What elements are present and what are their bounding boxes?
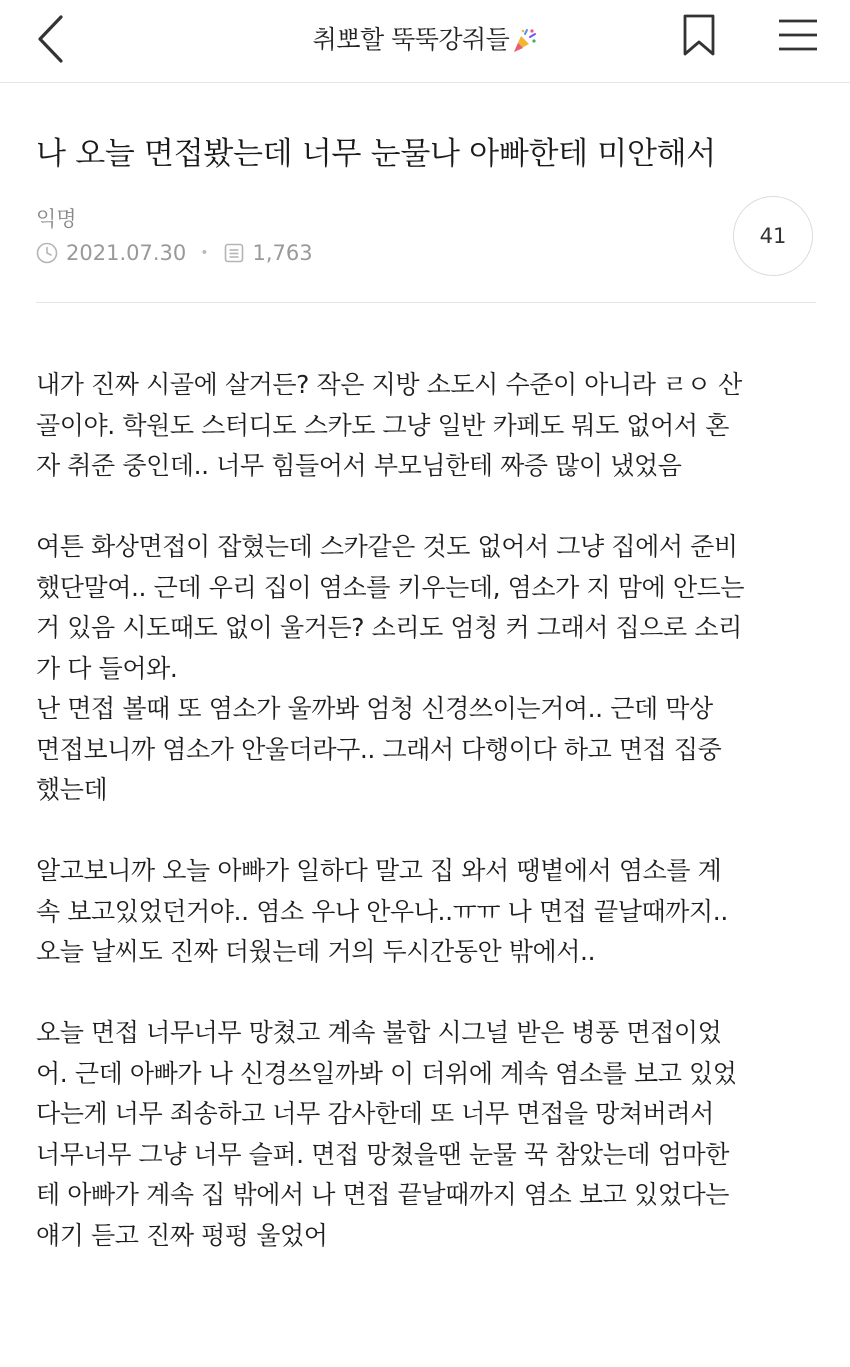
body-line: 골이야. 학원도 스터디도 스카도 그냥 일반 카페도 뭐도 없어서 혼 [36,410,729,440]
body-line: 가 다 들어와. [36,653,178,683]
body-line: 거 있음 시도때도 없이 울거든? 소리도 엄청 커 그래서 집으로 소리 [36,613,742,642]
hamburger-menu-icon [777,18,819,52]
body-line: 내가 진짜 시골에 살거든? 작은 지방 소도시 수준이 아니라 ㄹㅇ 산 [36,370,742,399]
body-line: 테 아빠가 계속 집 밖에서 나 면접 끝날때까지 염소 보고 있었다는 [36,1180,729,1209]
body-line: 면접보니까 염소가 안울더라구.. 그래서 다행이다 하고 면접 집중 [36,734,722,764]
body-line: 알고보니까 오늘 아빠가 일하다 말고 집 와서 땡볕에서 염소를 계 [36,856,722,885]
body-line: 속 보고있었던거야.. 염소 우나 안우나..ㅠㅠ 나 면접 끝날때까지.. [36,896,728,926]
body-line: 했는데 [36,775,108,804]
divider [36,302,816,303]
party-popper-icon [511,28,537,54]
menu-button[interactable] [770,10,826,60]
body-line: 오늘 면접 너무너무 망쳤고 계속 불합 시그널 받은 병풍 면접이었 [36,1018,722,1047]
author-name: 익명 [36,207,77,231]
body-line: 여튼 화상면접이 잡혔는데 스카같은 것도 없어서 그냥 집에서 준비 [36,532,738,561]
paragraph-3 [36,851,826,973]
view-count: 1,763 [252,241,313,265]
paragraph-1 [36,365,826,487]
paragraph-2 [36,527,826,811]
bookmark-icon [682,14,716,56]
body-line: 다는게 너무 죄송하고 너무 감사한데 또 너무 면접을 망쳐버려서 [36,1099,714,1128]
body-line: 너무너무 그냥 너무 슬퍼. 면접 망쳤을땐 눈물 꾹 참았는데 엄마한 [36,1139,729,1169]
body-line: 했단말여.. 근데 우리 집이 염소를 키우는데, 염소가 지 맘에 안드는 [36,572,745,602]
post-body [36,365,826,1256]
post-title: 나 오늘 면접봤는데 너무 눈물나 아빠한테 미안해서 [36,136,716,172]
paragraph-gap [36,811,826,852]
board-title-text: 취뽀할 뚝뚝강쥐들 [312,25,510,54]
meta-separator: • [200,245,209,261]
top-app-bar [0,0,850,83]
paragraph-gap [36,487,826,528]
comment-count: 41 [759,224,787,248]
body-line: 오늘 날씨도 진짜 더웠는데 거의 두시간동안 밖에서.. [36,937,596,966]
body-line: 난 면접 볼때 또 염소가 울까봐 엄청 신경쓰이는거여.. 근데 막상 [36,694,713,723]
body-line: 자 취준 중인데.. 너무 힘들어서 부모님한테 짜증 많이 냈었음 [36,451,682,480]
paragraph-4 [36,1013,826,1256]
bookmark-button[interactable] [674,10,724,60]
comment-count-button[interactable] [733,196,813,276]
clock-icon [36,242,58,264]
body-line: 어. 근데 아빠가 나 신경쓰일까봐 이 더위에 계속 염소를 보고 있었 [36,1058,737,1088]
post-date: 2021.07.30 [66,241,187,265]
body-line: 얘기 듣고 진짜 펑펑 울었어 [36,1220,328,1250]
post-meta [36,238,313,268]
views-icon [223,242,245,264]
paragraph-gap [36,973,826,1014]
